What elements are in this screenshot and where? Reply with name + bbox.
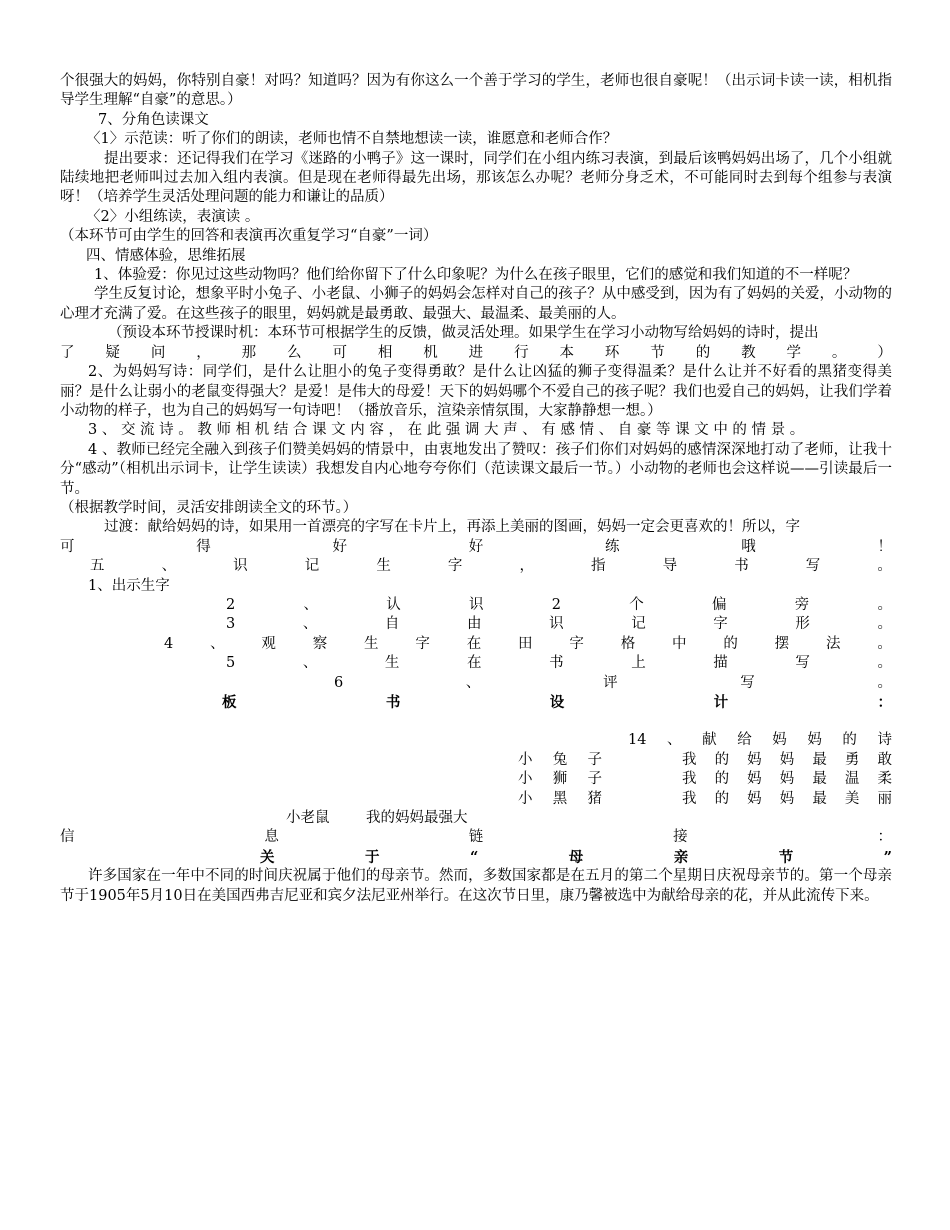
spread-char: 字 <box>415 635 430 652</box>
spread-char: 狮 <box>552 771 568 788</box>
spread-char: 、 <box>303 596 318 613</box>
spread-char: 识 <box>549 616 564 633</box>
spread-char: 导 <box>662 558 678 575</box>
spread-char: ” <box>883 848 892 866</box>
spread-char: 田 <box>518 635 533 652</box>
spread-char: 字 <box>447 558 463 575</box>
spread-char: 14 <box>628 732 647 749</box>
spread-char: 好 <box>332 538 347 555</box>
spread-char: 。 <box>877 616 892 633</box>
paragraph-continuation: 个很强大的妈妈，你特别自豪！对吗？知道吗？因为有你这么一个善于学习的学生，老师也很自豪呢！（出示词卡读一读，相机指导学生理解“自豪”的意思。） <box>60 73 892 109</box>
spread-char: 记 <box>631 616 646 633</box>
spread-char: 学 <box>786 344 801 361</box>
spread-char: ， <box>519 558 534 575</box>
spread-char: 节 <box>650 344 665 361</box>
spread-char: 息 <box>264 829 279 846</box>
spread-char: 设 <box>549 694 565 711</box>
step-demo-reading: 〈1〉示范读：听了你们的朗读，老师也情不自禁地想读一读，谁愿意和老师合作？ <box>86 131 618 148</box>
spread-char: 诗 <box>877 732 892 749</box>
spread-char: 兔 <box>552 751 568 768</box>
spread-char: 亲 <box>673 848 689 866</box>
spread-char: 子 <box>587 771 602 788</box>
spread-char: 字 <box>713 616 728 633</box>
spread-char: ： <box>877 829 892 846</box>
spread-char: 么 <box>287 344 302 361</box>
spread-char: 上 <box>631 655 646 672</box>
spread-char: 格 <box>620 635 636 652</box>
spread-char: 记 <box>304 558 320 575</box>
info-link-heading <box>60 828 892 847</box>
note-reading-time: （根据教学时间，灵活安排朗读全文的环节。） <box>60 499 358 516</box>
spread-char: ， <box>196 344 211 361</box>
spread-char: 于 <box>364 848 380 866</box>
spread-char: 进 <box>468 344 484 361</box>
spread-char: 在 <box>466 635 482 652</box>
spread-char: 母 <box>568 848 584 866</box>
spread-char: 妈 <box>747 751 762 768</box>
spread-char: 妈 <box>772 732 787 749</box>
poem-line-mouse: 小老鼠 我的妈妈最强大 <box>286 809 468 826</box>
spread-char: 妈 <box>779 790 795 807</box>
spread-char: 好 <box>468 538 484 555</box>
spread-char: 生 <box>376 558 391 575</box>
spread-char: 识 <box>468 596 484 613</box>
spread-char: 写 <box>805 558 821 575</box>
spread-char: 柔 <box>877 771 892 788</box>
spread-char: 的 <box>714 790 730 807</box>
spread-char: 给 <box>737 732 752 749</box>
spread-char: 猪 <box>587 790 602 807</box>
spread-char: 最 <box>812 771 827 788</box>
spread-char: 、 <box>161 558 177 575</box>
spread-char: 环 <box>604 344 620 361</box>
poem-title-line <box>60 731 892 750</box>
spread-char: ！ <box>877 538 892 555</box>
spread-char: 。 <box>831 344 847 361</box>
spread-char: 勇 <box>844 751 860 768</box>
step-group-reading: 〈2〉小组练读，表演读 。 <box>86 208 260 225</box>
spread-char: 书 <box>385 694 401 711</box>
poem-line-rabbit <box>60 751 892 770</box>
section-heading-five <box>60 557 892 576</box>
spread-char: 可 <box>60 538 75 555</box>
spread-char: 的 <box>714 771 730 788</box>
spread-char: 。 <box>877 674 892 691</box>
spread-char: 6 <box>334 674 344 691</box>
spread-char: 、 <box>302 616 318 633</box>
spread-char: 观 <box>261 635 276 652</box>
spread-char: 、 <box>302 655 318 672</box>
spread-char: 妈 <box>807 732 822 749</box>
spread-char: 、 <box>210 635 225 652</box>
spread-char: 。 <box>877 655 892 672</box>
spread-char: 偏 <box>711 596 727 613</box>
spread-char: 。 <box>877 558 892 575</box>
spread-char: 个 <box>629 596 644 613</box>
spread-char: 写 <box>740 674 755 691</box>
spread-char: 本 <box>559 344 574 361</box>
spread-char: 五 <box>90 558 105 575</box>
spread-char: 计 <box>713 694 729 711</box>
step-free-recognize <box>60 615 892 634</box>
step-recognize-radicals <box>60 596 892 615</box>
step-observe-grid <box>60 635 892 654</box>
spread-char: 疑 <box>105 344 120 361</box>
spread-char: 链 <box>468 829 484 846</box>
mothers-day-heading <box>60 848 892 867</box>
spread-char: 最 <box>812 790 827 807</box>
paragraph-experience-love: 1、体验爱：你见过这些动物吗？他们给你留下了什么印象呢？为什么在孩子眼里，它们的感觉和我们知道的不一样呢？ <box>94 267 858 284</box>
spread-char: 描 <box>713 655 728 672</box>
spread-char: 认 <box>386 596 401 613</box>
spread-char: 。 <box>877 635 892 652</box>
spread-char: 5 <box>226 655 236 672</box>
paragraph-requirements: 提出要求：还记得我们在学习《迷路的小鸭子》这一课时，同学们在小组内练习表演，到最后该鸭妈妈出场了，几个小组就陆续地把老师叫过去加入组内表演。但是现在老师得最先出场，那该怎么办呢？老师分身乏术，不可能同时去到每个组参与表演呀！（培养学生灵活处理问题的能力和谦让的品质） <box>60 150 892 206</box>
spread-char: 生 <box>364 635 379 652</box>
spread-char: 形 <box>795 616 810 633</box>
spread-char: 书 <box>549 655 564 672</box>
spread-char: 子 <box>587 751 602 768</box>
spread-char: 问 <box>150 344 166 361</box>
spread-char: 识 <box>233 558 248 575</box>
spread-char: 中 <box>672 635 687 652</box>
spread-char: “ <box>469 848 479 866</box>
spread-char: 我 <box>682 771 697 788</box>
spread-char: 节 <box>778 848 794 866</box>
spread-char: 得 <box>196 538 211 555</box>
spread-char: 察 <box>312 635 328 652</box>
spread-char: ： <box>877 694 892 711</box>
step-evaluate-writing <box>60 674 892 693</box>
step-trace-writing <box>60 654 892 673</box>
step-show-characters: 1、出示生字 <box>88 577 170 594</box>
spread-char: 我 <box>682 790 697 807</box>
note-proud-word: （本环节可由学生的回答和表演再次重复学习“自豪”一词） <box>60 228 438 245</box>
spread-char: 接 <box>673 829 688 846</box>
spread-char: 摆 <box>774 635 790 652</box>
spread-char: 板 <box>222 694 237 711</box>
spread-char: 我 <box>682 751 697 768</box>
spread-char: 教 <box>741 344 756 361</box>
spread-char: 生 <box>384 655 400 672</box>
spread-char: 、 <box>465 674 481 691</box>
spread-char: 小 <box>518 751 533 768</box>
spread-char: 。 <box>877 596 892 613</box>
spread-char: 妈 <box>779 751 795 768</box>
spread-char: 法 <box>826 635 841 652</box>
spread-char: 了 <box>60 344 75 361</box>
paragraph-mothers-day: 许多国家在一年中不同的时间庆祝属于他们的母亲节。然而，多数国家都是在五月的第二个星期日庆祝母亲节的。第一个母亲节于1905年5月10日在美国西弗吉尼亚和宾夕法尼亚州举行。在这次节日里，康乃馨被选中为献给母亲的花，并从此流传下来。 <box>60 868 892 904</box>
spread-char: 2 <box>226 596 236 613</box>
spread-char: 字 <box>569 635 584 652</box>
paragraph-teacher-praise: 4 、教师已经完全融入到孩子们赞美妈妈的情景中，由衷地发出了赞叹：孩子们你们对妈妈的感情深深地打动了老师，让我十分“感动”（相机出示词卡，让学生读读）我想发自内心地夸夸你们（范读课文最后一节。）小动物的老师也会这样说——引读最后一节。 <box>60 441 892 497</box>
document-page <box>60 72 892 906</box>
spread-char: 关 <box>260 848 275 866</box>
spread-char: 评 <box>603 674 618 691</box>
paragraph-exchange-poem: 3 、 交 流 诗 。 教 师 相 机 结 合 课 文 内 容 ， 在 此 强 调 大 声 、 有 感 情 、 自 豪 等 课 文 中 的 情 景 。 <box>88 422 805 439</box>
spread-char: 的 <box>714 751 730 768</box>
spread-char: 小 <box>518 790 533 807</box>
spread-char: 的 <box>695 344 711 361</box>
paragraph-preset-timing: （预设本环节授课时机：本环节可根据学生的反馈，做灵活处理。如果学生在学习小动物写给妈妈的诗时，提出 <box>108 325 819 342</box>
spread-char: 旁 <box>794 596 810 613</box>
spread-char: 妈 <box>779 771 795 788</box>
spread-char: 可 <box>332 344 347 361</box>
spread-char: ） <box>877 344 892 361</box>
spread-char: 那 <box>241 344 257 361</box>
spread-char: 丽 <box>877 790 892 807</box>
spread-char: 指 <box>591 558 606 575</box>
spread-char: 由 <box>467 616 482 633</box>
paragraph-write-poem: 2、为妈妈写诗：同学们，是什么让胆小的兔子变得勇敢？是什么让凶猛的狮子变得温柔？是什么让并不好看的黑猪变得美丽？是什么让弱小的老鼠变得强大？是爱！是伟大的母爱！天下的妈妈哪个不爱自己的孩子呢？我们也爱自己的妈妈，让我们学着小动物的样子，也为自己的妈妈写一句诗吧！（播放音乐，渲染亲情氛围，大家静静想一想。） <box>60 364 892 419</box>
spread-char: 献 <box>702 732 717 749</box>
paragraph-transition: 过渡：献给妈妈的诗，如果用一首漂亮的字写在卡片上，再添上美丽的图画，妈妈一定会更喜欢的！所以，字 <box>104 519 800 536</box>
spread-char: 机 <box>423 344 438 361</box>
spread-char: 妈 <box>747 790 762 807</box>
spread-char: 信 <box>60 829 75 846</box>
spread-char: 、 <box>667 732 682 749</box>
spread-char: 的 <box>842 732 857 749</box>
section-heading-four: 四、情感体验，思维拓展 <box>86 247 246 264</box>
spread-char: 最 <box>812 751 827 768</box>
spread-char: 3 <box>226 616 236 633</box>
spread-char: 小 <box>518 771 533 788</box>
transition-spread-line <box>60 538 892 557</box>
preset-timing-spread-line <box>60 344 892 363</box>
spread-char: 4 <box>164 635 174 652</box>
spread-char: 敢 <box>877 751 892 768</box>
board-design-heading <box>60 693 892 712</box>
spread-char: 行 <box>514 344 529 361</box>
poem-line-pig <box>60 790 892 809</box>
spread-char: 妈 <box>747 771 762 788</box>
poem-line-lion <box>60 770 892 789</box>
spread-char: 写 <box>795 655 810 672</box>
paragraph-discussion: 学生反复讨论，想象平时小兔子、小老鼠、小狮子的妈妈会怎样对自己的孩子？从中感受到，因为有了妈妈的关爱，小动物的心理才充满了爱。在这些孩子的眼里，妈妈就是最勇敢、最强大、最温柔、最美丽的人。 <box>60 286 892 322</box>
spread-char: 在 <box>467 655 482 672</box>
spread-char: 相 <box>377 344 393 361</box>
spread-char: 练 <box>605 538 620 555</box>
spread-char: 哦 <box>741 538 756 555</box>
spread-char: 2 <box>551 596 561 613</box>
spread-char: 黑 <box>552 790 568 807</box>
heading-role-reading: 7、分角色读课文 <box>98 111 209 128</box>
spread-char: 的 <box>723 635 738 652</box>
spread-char: 书 <box>734 558 749 575</box>
spread-char: 自 <box>384 616 400 633</box>
spread-char: 美 <box>844 790 860 807</box>
spread-char: 温 <box>844 771 860 788</box>
